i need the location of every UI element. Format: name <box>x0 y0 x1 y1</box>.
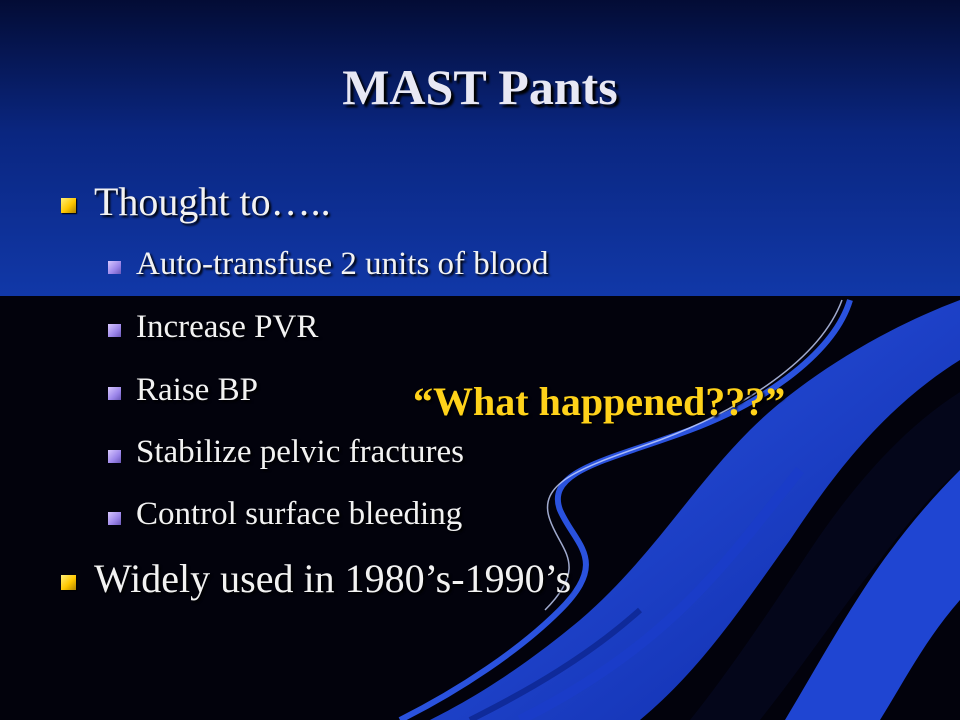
bullet-item-thought-to: Thought to….. <box>94 179 331 224</box>
bullet-item-widely-used: Widely used in 1980’s-1990’s <box>94 556 572 601</box>
slide-title: MAST Pants <box>342 59 618 115</box>
sub-bullet-item: Auto-transfuse 2 units of blood <box>136 246 549 282</box>
sub-bullet-item: Control surface bleeding <box>136 496 463 532</box>
sub-bullet-square-icon <box>108 512 121 525</box>
callout-text: “What happened???” <box>413 379 786 424</box>
sub-bullet-square-icon <box>108 450 121 463</box>
sub-bullet-item: Raise BP <box>136 372 258 408</box>
sub-bullet-square-icon <box>108 387 121 400</box>
sub-bullet-item: Increase PVR <box>136 309 319 345</box>
sub-bullet-square-icon <box>108 324 121 337</box>
sub-bullet-square-icon <box>108 261 121 274</box>
bullet-square-icon <box>61 575 76 590</box>
sub-bullet-item: Stabilize pelvic fractures <box>136 434 465 470</box>
bullet-square-icon <box>61 198 76 213</box>
